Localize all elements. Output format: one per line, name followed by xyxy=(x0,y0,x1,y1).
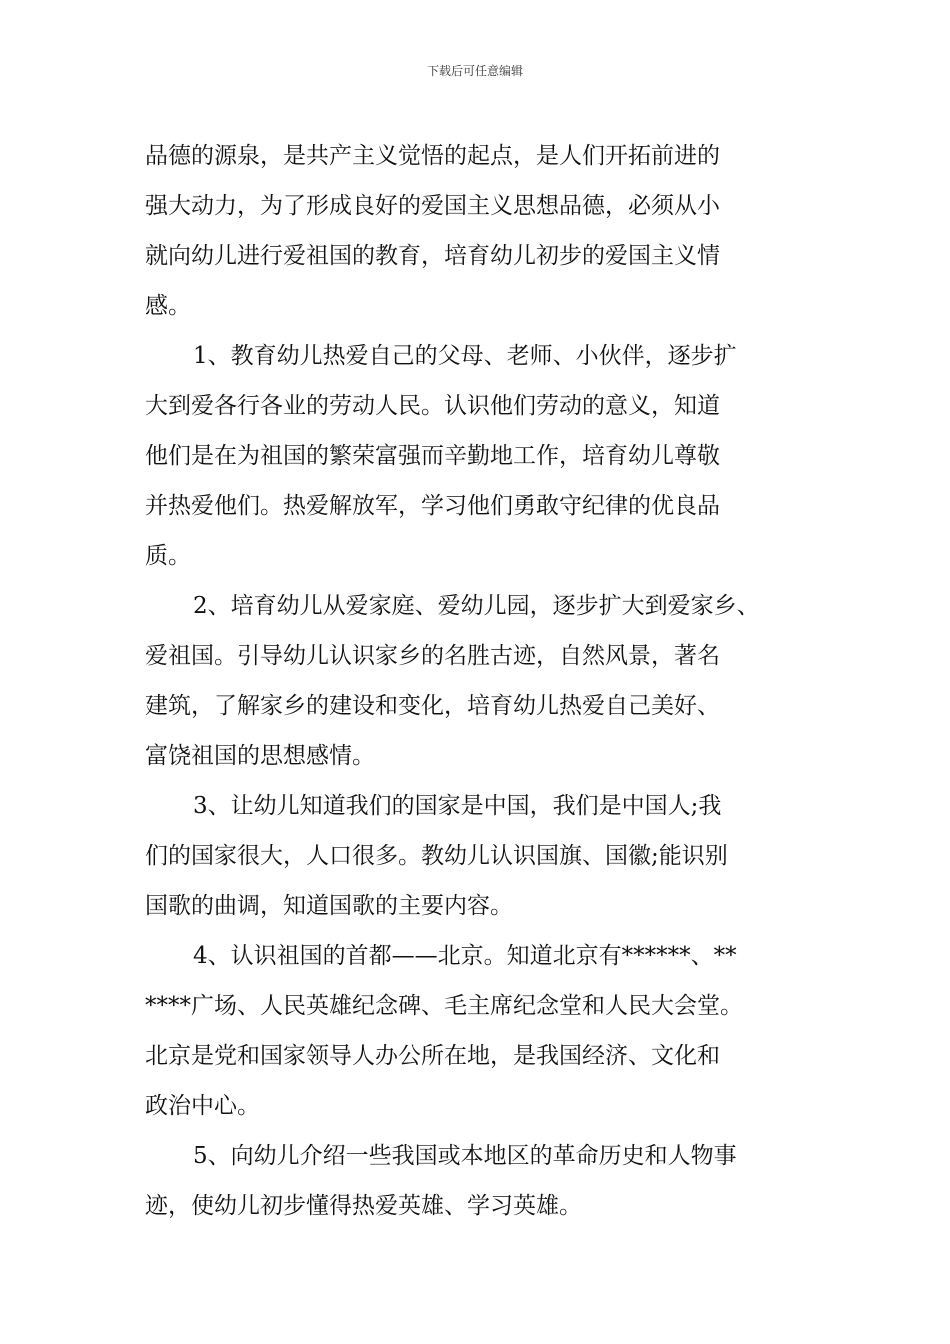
text-line: 就向幼儿进行爱祖国的教育，培育幼儿初步的爱国主义情 xyxy=(145,243,720,269)
text-line: 他们是在为祖国的繁荣富强而辛勤地工作，培育幼儿尊敬 xyxy=(145,443,720,469)
text-line: 爱祖国。引导幼儿认识家乡的名胜古迹，自然风景，著名 xyxy=(145,643,720,669)
text-line: 国歌的曲调，知道国歌的主要内容。 xyxy=(145,893,513,919)
text-line: 品德的源泉，是共产主义觉悟的起点，是人们开拓前进的 xyxy=(145,143,720,169)
paragraph xyxy=(145,131,810,331)
text-line: 2、培育幼儿从爱家庭、爱幼儿园，逐步扩大到爱家乡、 xyxy=(193,593,760,619)
text-line: ****广场、人民英雄纪念碑、毛主席纪念堂和人民大会堂。 xyxy=(145,993,743,1019)
text-line: 建筑，了解家乡的建设和变化，培育幼儿热爱自己美好、 xyxy=(145,693,720,719)
text-line: 强大动力，为了形成良好的爱国主义思想品德，必须从小 xyxy=(145,193,720,219)
text-line: 4、认识祖国的首都——北京。知道北京有******、** xyxy=(193,943,737,969)
text-line: 们的国家很大，人口很多。教幼儿认识国旗、国徽;能识别 xyxy=(145,843,728,869)
text-line: 北京是党和国家领导人办公所在地，是我国经济、文化和 xyxy=(145,1043,720,1069)
text-line: 质。 xyxy=(145,543,191,569)
paragraph xyxy=(145,581,810,781)
text-line: 并热爱他们。热爱解放军，学习他们勇敢守纪律的优良品 xyxy=(145,493,720,519)
text-line: 迹，使幼儿初步懂得热爱英雄、学习英雄。 xyxy=(145,1193,582,1219)
paragraph xyxy=(145,931,810,1131)
paragraph xyxy=(145,781,810,931)
text-line: 政治中心。 xyxy=(145,1093,260,1119)
text-line: 富饶祖国的思想感情。 xyxy=(145,743,375,769)
text-line: 1、教育幼儿热爱自己的父母、老师、小伙伴，逐步扩 xyxy=(193,343,737,369)
document-body xyxy=(145,131,810,1231)
text-line: 5、向幼儿介绍一些我国或本地区的革命历史和人物事 xyxy=(193,1143,737,1169)
text-line: 感。 xyxy=(145,293,191,319)
text-line: 大到爱各行各业的劳动人民。认识他们劳动的意义，知道 xyxy=(145,393,720,419)
paragraph xyxy=(145,1131,810,1231)
page-header: 下载后可任意编辑 xyxy=(426,64,523,78)
text-line: 3、让幼儿知道我们的国家是中国，我们是中国人;我 xyxy=(193,793,722,819)
paragraph xyxy=(145,331,810,581)
